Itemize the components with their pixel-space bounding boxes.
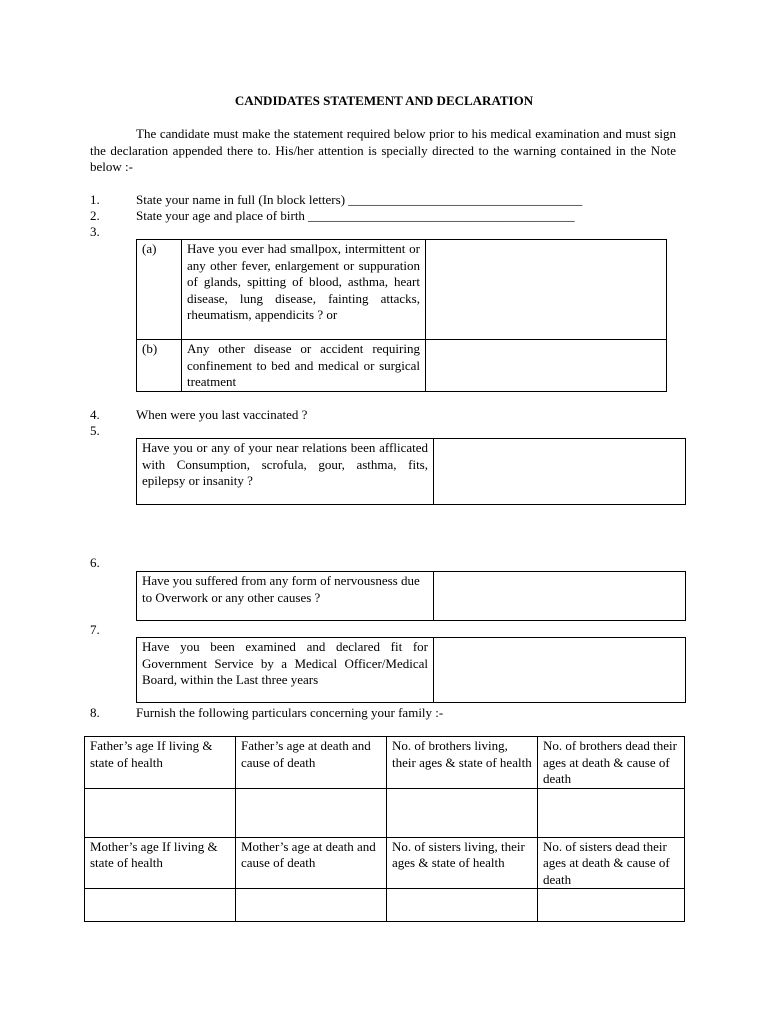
- sisters-living-header: No. of sisters living, their ages & state of health: [387, 837, 538, 889]
- sisters-dead-cell[interactable]: [538, 889, 685, 922]
- q3b-answer-cell[interactable]: [426, 340, 667, 392]
- fathers-age-living-cell[interactable]: [85, 788, 236, 837]
- page-title: CANDIDATES STATEMENT AND DECLARATION: [234, 93, 534, 108]
- vaccination-question: When were you last vaccinated ?: [136, 407, 308, 422]
- family-table: [84, 736, 685, 922]
- q6-answer-cell[interactable]: [434, 572, 686, 621]
- sisters-living-cell[interactable]: [387, 889, 538, 922]
- q3b-label: (b): [137, 340, 182, 392]
- question-5-table: [136, 438, 686, 505]
- q3a-question: Have you ever had smallpox, intermittent or any other fever, enlargement or suppuration of glands, spitting of blood, asthma, heart disease, lung disease, fainting attacks, rheumatism, appendicits ? or: [182, 240, 426, 340]
- q5-answer-cell[interactable]: [434, 439, 686, 505]
- question-6-table: [136, 571, 686, 621]
- item-number-5: 5.: [90, 423, 100, 438]
- sisters-dead-header: No. of sisters dead their ages at death & cause of death: [538, 837, 685, 889]
- fathers-age-death-header: Father’s age at death and cause of death: [236, 737, 387, 789]
- mothers-age-death-header: Mother’s age at death and cause of death: [236, 837, 387, 889]
- q3b-question: Any other disease or accident requiring confinement to bed and medical or surgical treatment: [182, 340, 426, 392]
- fathers-age-living-header: Father’s age If living & state of health: [85, 737, 236, 789]
- question-7-table: [136, 637, 686, 703]
- brothers-living-cell[interactable]: [387, 788, 538, 837]
- item-number-8: 8.: [90, 705, 100, 720]
- q7-question: Have you been examined and declared fit for Government Service by a Medical Officer/Medical Board, within the Last three years: [137, 638, 434, 703]
- item-number-2: 2.: [90, 208, 100, 223]
- question-3-table: [136, 239, 667, 392]
- mothers-age-living-header: Mother’s age If living & state of health: [85, 837, 236, 889]
- q6-question: Have you suffered from any form of nervousness due to Overwork or any other causes ?: [137, 572, 434, 621]
- item-number-6: 6.: [90, 555, 100, 570]
- name-field-label[interactable]: State your name in full (In block letters) ____________________________________: [136, 192, 583, 207]
- mothers-age-death-cell[interactable]: [236, 889, 387, 922]
- q5-question: Have you or any of your near relations been afflicated with Consumption, scrofula, gour, asthma, fits, epilepsy or insanity ?: [137, 439, 434, 505]
- intro-paragraph: The candidate must make the statement required below prior to his medical examination and must sign the declaration appended there to. His/her attention is specially directed to the warning contained in the Note below :-: [90, 126, 676, 174]
- item-number-1: 1.: [90, 192, 100, 207]
- fathers-age-death-cell[interactable]: [236, 788, 387, 837]
- age-birthplace-field-label[interactable]: State your age and place of birth _________________________________________: [136, 208, 575, 223]
- mothers-age-living-cell[interactable]: [85, 889, 236, 922]
- brothers-living-header: No. of brothers living, their ages & state of health: [387, 737, 538, 789]
- item-number-7: 7.: [90, 622, 100, 637]
- brothers-dead-header: No. of brothers dead their ages at death & cause of death: [538, 737, 685, 789]
- q3a-label: (a): [137, 240, 182, 340]
- q7-answer-cell[interactable]: [434, 638, 686, 703]
- family-particulars-label: Furnish the following particulars concerning your family :-: [136, 705, 444, 720]
- item-number-3: 3.: [90, 224, 100, 239]
- q3a-answer-cell[interactable]: [426, 240, 667, 340]
- item-number-4: 4.: [90, 407, 100, 422]
- brothers-dead-cell[interactable]: [538, 788, 685, 837]
